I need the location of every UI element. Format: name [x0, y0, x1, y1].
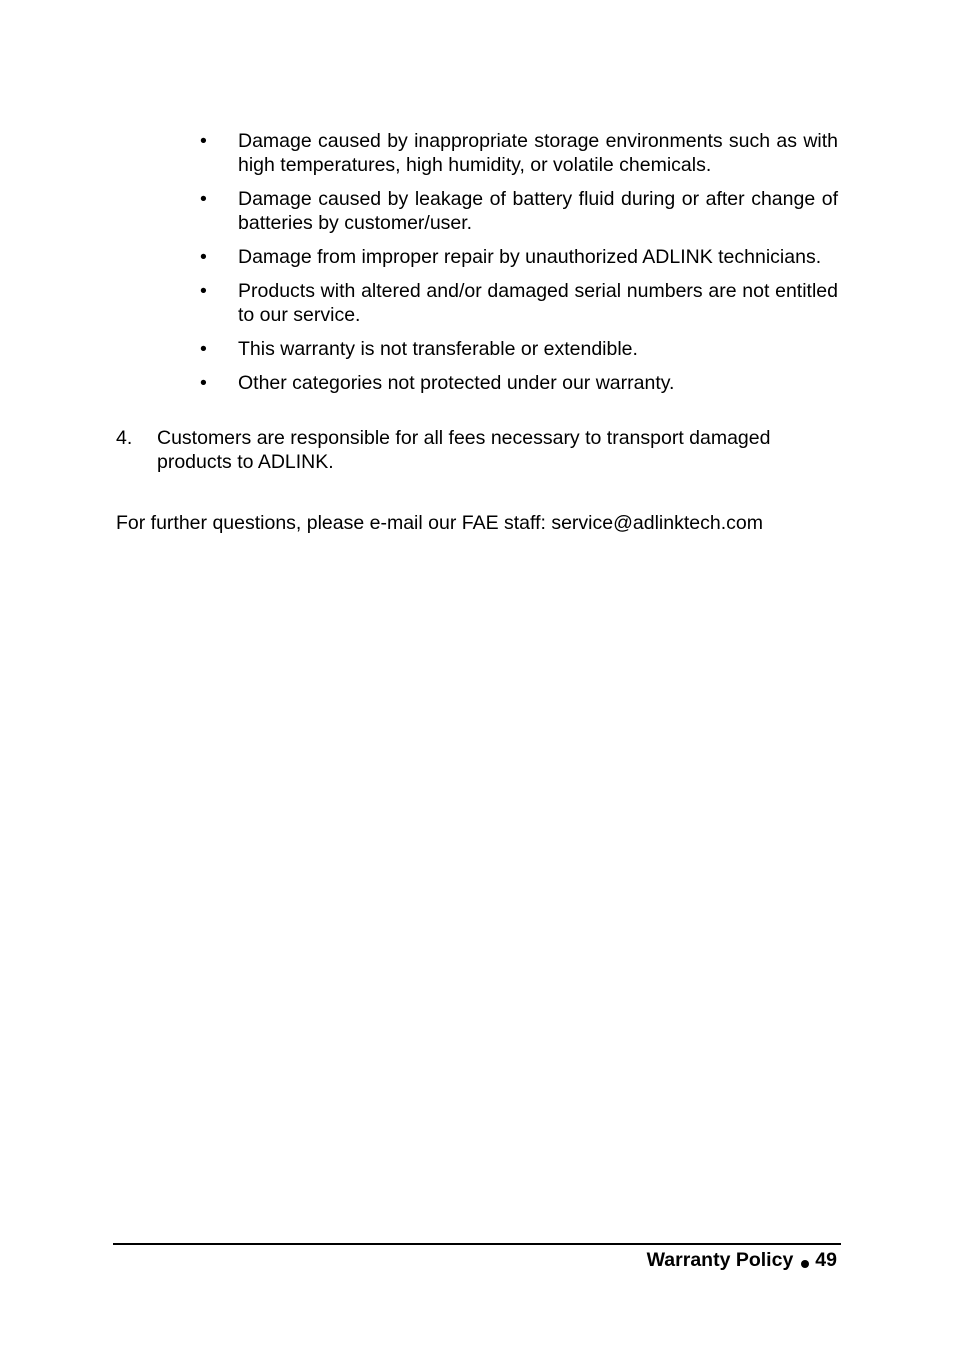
separator-dot-icon — [801, 1260, 809, 1268]
bullet-item — [196, 371, 838, 395]
bullet-icon: • — [200, 338, 207, 360]
numbered-item-4 — [116, 426, 838, 474]
bullet-text: This warranty is not transferable or extendible. — [238, 338, 638, 360]
contact-line: For further questions, please e-mail our FAE staff: service@adlinktech.com — [116, 512, 763, 534]
page-number: 49 — [815, 1249, 837, 1271]
bullet-icon: • — [200, 280, 207, 302]
bullet-text: Damage caused by inappropriate storage environments such as with high temperatures, high humidity, or volatile chemicals. — [238, 130, 838, 176]
bullet-text: Products with altered and/or damaged serial numbers are not entitled to our service. — [238, 280, 838, 326]
page-footer — [647, 1248, 837, 1272]
bullet-text: Other categories not protected under our warranty. — [238, 372, 675, 394]
bullet-item — [196, 129, 838, 177]
bullet-item — [196, 279, 838, 327]
bullet-item — [196, 337, 838, 361]
bullet-icon: • — [200, 130, 207, 152]
footer-divider — [113, 1243, 841, 1245]
footer-section-title: Warranty Policy — [646, 1249, 794, 1271]
bullet-icon: • — [200, 372, 207, 394]
exclusions-bullet-list — [196, 129, 838, 405]
item-number: 4. — [116, 427, 133, 449]
bullet-icon: • — [200, 188, 207, 210]
bullet-text: Damage from improper repair by unauthorized ADLINK technicians. — [238, 246, 822, 268]
bullet-item — [196, 245, 838, 269]
bullet-text: Damage caused by leakage of battery fluid during or after change of batteries by customer/user. — [238, 188, 838, 234]
bullet-item — [196, 187, 838, 235]
item-text: Customers are responsible for all fees necessary to transport damaged products to ADLINK. — [157, 427, 771, 473]
bullet-icon: • — [200, 246, 207, 268]
